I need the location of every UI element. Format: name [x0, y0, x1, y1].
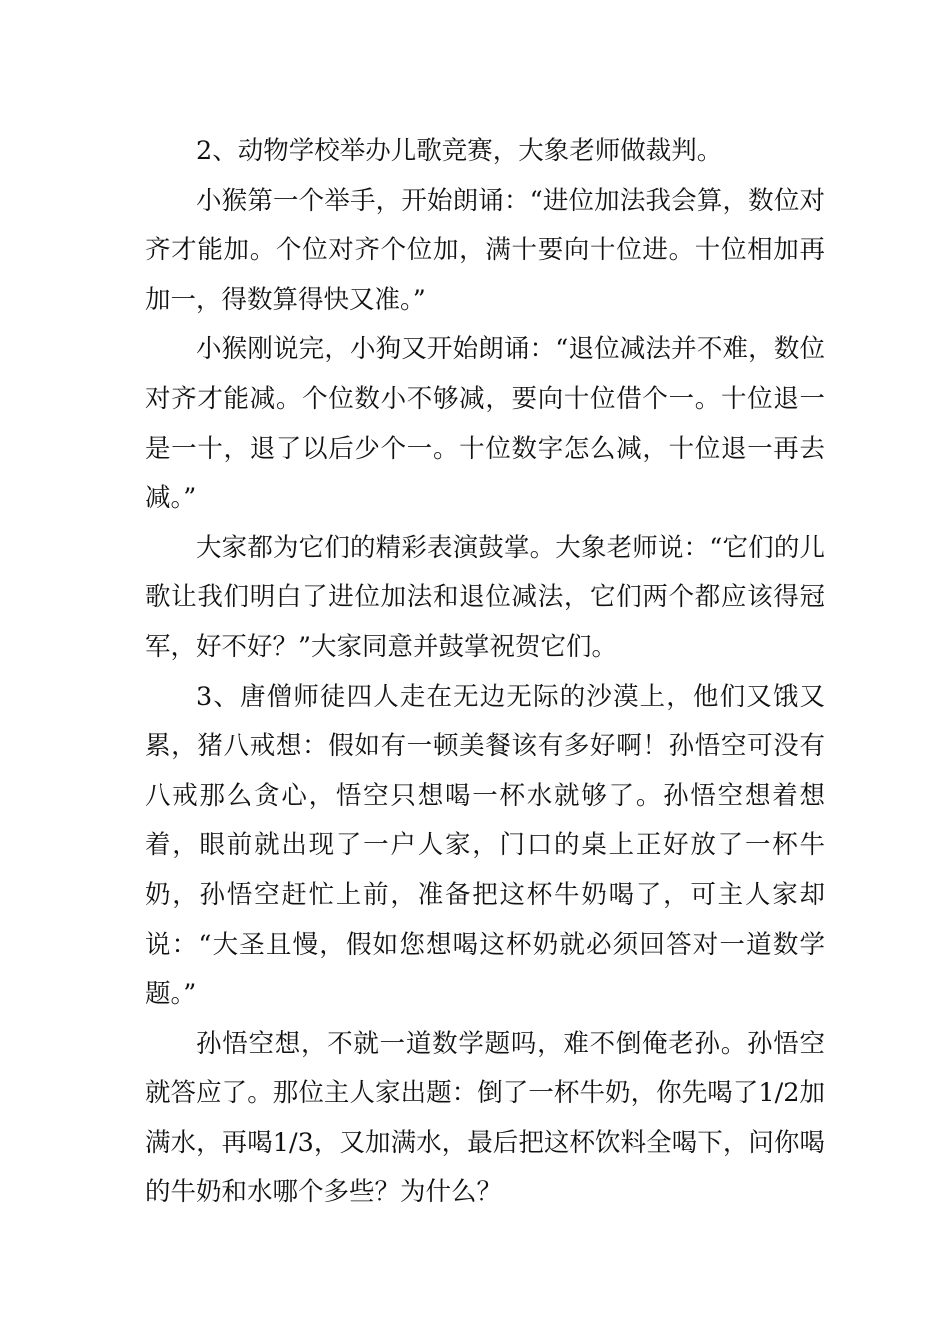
paragraph-milk-question: 孙悟空想，不就一道数学题吗，难不倒俺老孙。孙悟空就答应了。那位主人家出题：倒了一杯牛奶，你先喝了1/2加满水，再喝1/3，又加满水，最后把这杯饮料全喝下，问你喝的牛奶和水哪个多些？为什么？	[145, 1028, 825, 1208]
paragraph-dog-recital: 小猴刚说完，小狗又开始朗诵：“退位减法并不难，数位对齐才能减。个位数小不够减，要向十位借个一。十位退一是一十，退了以后少个一。十位数字怎么减，十位退一再去减。”	[145, 334, 825, 514]
document-body	[145, 127, 825, 1218]
paragraph-monkey-recital: 小猴第一个举手，开始朗诵：“进位加法我会算，数位对齐才能加。个位对齐个位加，满十要向十位进。十位相加再加一，得数算得快又准。”	[145, 185, 825, 315]
paragraph-elephant-verdict: 大家都为它们的精彩表演鼓掌。大象老师说：“它们的儿歌让我们明白了进位加法和退位减法，它们两个都应该得冠军，好不好？”大家同意并鼓掌祝贺它们。	[145, 532, 825, 662]
paragraph-desert-story: 3、唐僧师徒四人走在无边无际的沙漠上，他们又饿又累，猪八戒想：假如有一顿美餐该有多好啊！孙悟空可没有八戒那么贪心，悟空只想喝一杯水就够了。孙悟空想着想着，眼前就出现了一户人家，门口的桌上正好放了一杯牛奶，孙悟空赶忙上前，准备把这杯牛奶喝了，可主人家却说：“大圣且慢，假如您想喝这杯奶就必须回答对一道数学题。”	[145, 681, 825, 1010]
paragraph-song-contest: 2、动物学校举办儿歌竞赛，大象老师做裁判。	[196, 136, 723, 166]
